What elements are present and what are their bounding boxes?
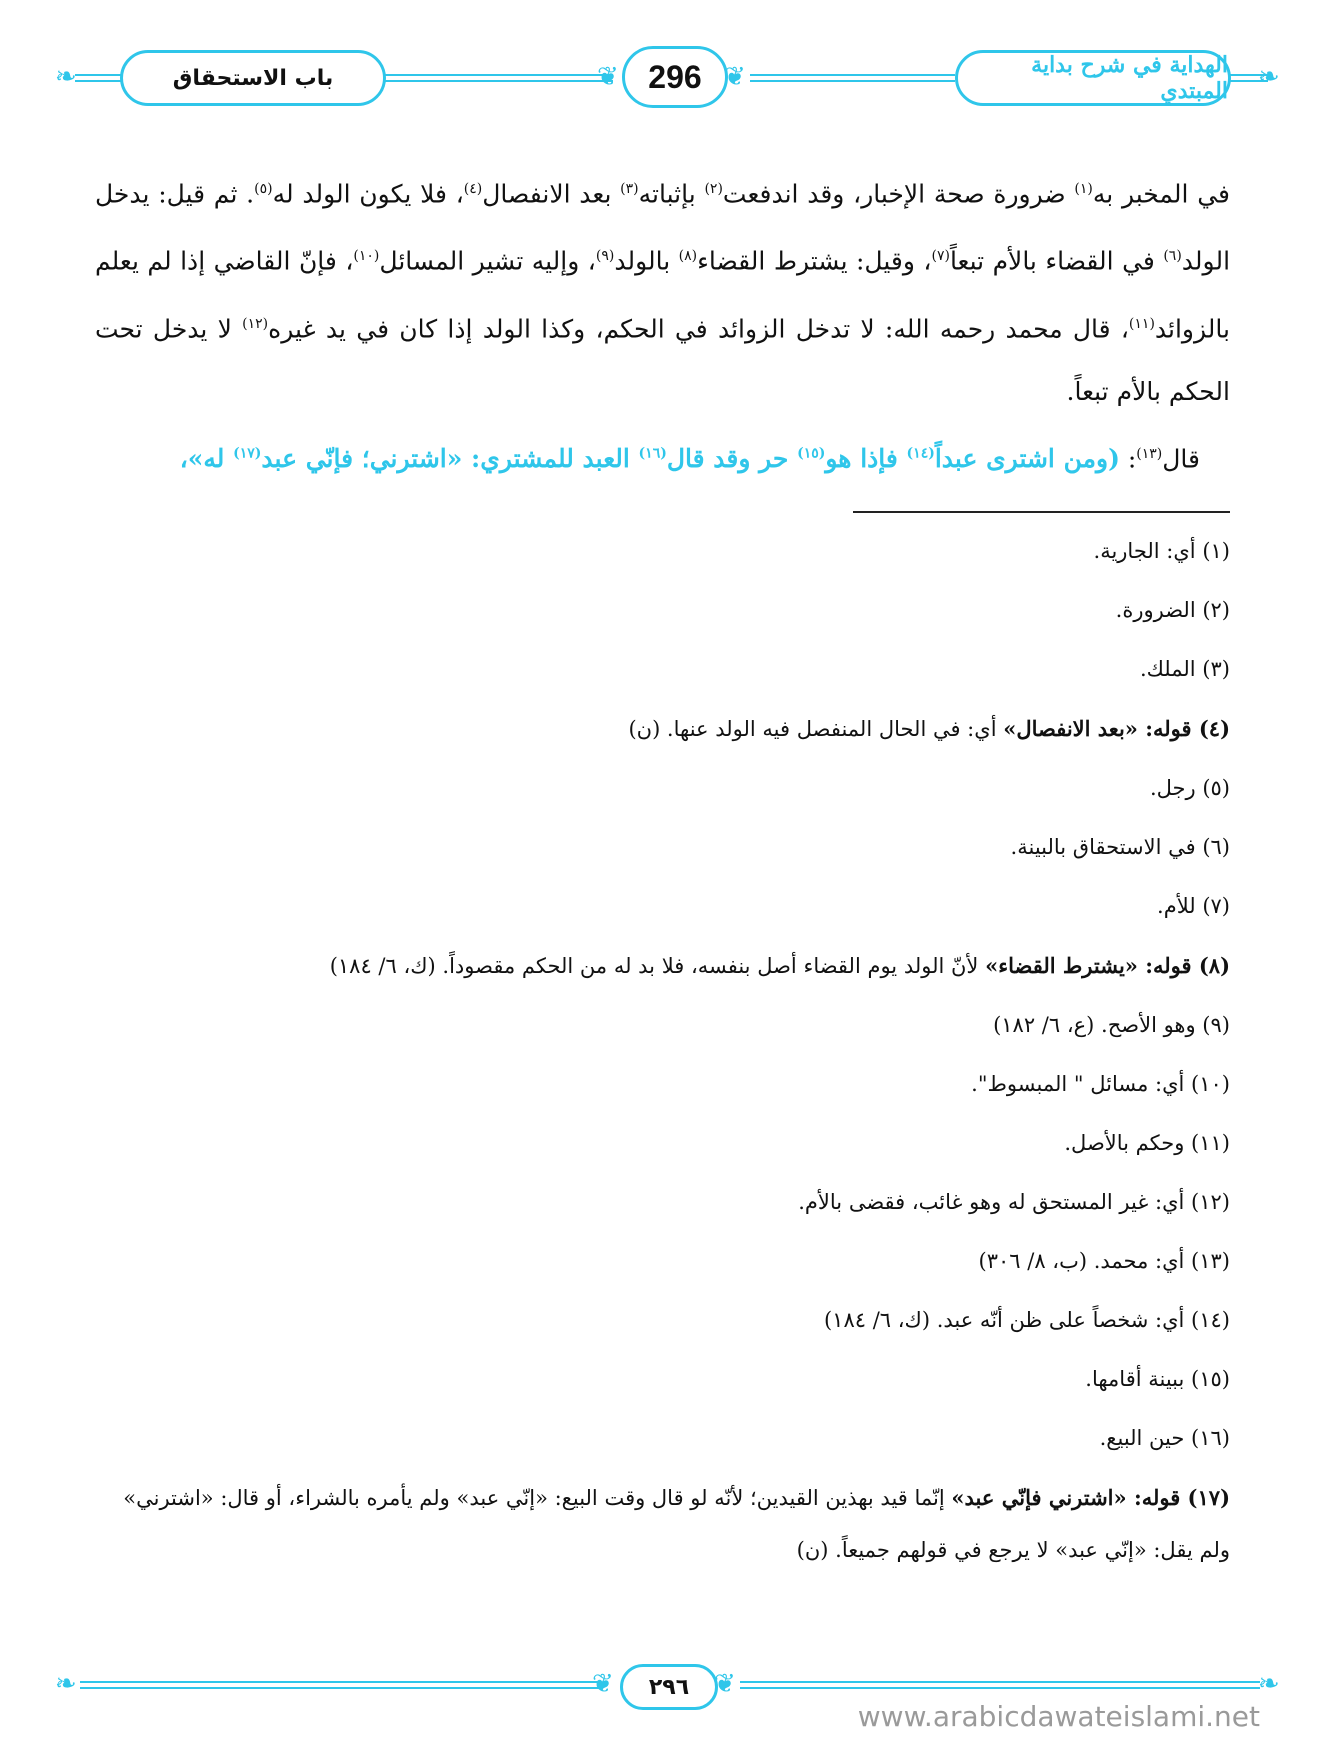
- text-run: ، وإليه تشير المسائل: [379, 246, 596, 276]
- page-number: 296: [648, 58, 702, 95]
- footnote-7: (٧) للأم.: [1157, 894, 1230, 918]
- matn-text: [180, 444, 1120, 473]
- footnote-ref: (١٥): [797, 445, 826, 462]
- footnote-13: (١٣) أي: محمد. (ب، ٨/ ٣٠٦): [978, 1249, 1230, 1273]
- quoted-term: «يشترط القضاء»: [985, 953, 1138, 978]
- footnote-ref: (٣): [620, 181, 639, 197]
- footnote-ref: (٥): [254, 181, 273, 197]
- text-run: العبد للمشتري: «اشترني؛ فإنّي عبد: [261, 444, 639, 474]
- book-title-box: [955, 50, 1231, 106]
- quoted-term: «بعد الانفصال»: [1003, 716, 1138, 741]
- text-run: أي: في الحال المنفصل فيه الولد عنها. (ن): [628, 717, 1004, 741]
- text-run: فإذا هو: [825, 444, 907, 474]
- matn-paragraph: [95, 423, 1230, 490]
- text-run: ، قال محمد رحمه الله: لا تدخل الزوائد في الحكم، وكذا الولد إذا كان في يد غيره: [268, 313, 1129, 343]
- text-run: بعد الانفصال: [482, 179, 621, 209]
- header-rule-mid-right: [750, 72, 955, 84]
- footnote-ref: (١٤): [906, 445, 935, 462]
- text-run: إنّما قيد بهذين القيدين؛ لأنّه لو قال وقت البيع: «إنّي عبد» ولم يأمره بالشراء، أو قال: «اشترني» ولم يقل: «إنّي عبد» لا يرجع في قولهم جميعاً. (ن): [123, 1486, 1230, 1562]
- chapter-title: باب الاستحقاق: [172, 65, 334, 91]
- chapter-title-box: [120, 50, 386, 106]
- text-run: . ثم قيل: يدخل الولد: [95, 179, 1231, 276]
- footnote-12: (١٢) أي: غير المستحق له وهو غائب، فقضى بالأم.: [798, 1190, 1230, 1214]
- footnote-15: (١٥) ببينة أقامها.: [1085, 1367, 1230, 1391]
- text-run: (٤) قوله:: [1137, 716, 1230, 741]
- ornament-icon: ❧: [1258, 1669, 1280, 1699]
- ornament-icon: ❧: [55, 62, 77, 92]
- footer-page-number: ٢٩٦: [648, 1674, 690, 1700]
- footnote-ref: (١٦): [638, 445, 667, 462]
- footnote-2: (٢) الضرورة.: [1115, 598, 1230, 622]
- footnote-9: (٩) وهو الأصح. (ع، ٦/ ١٨٢): [993, 1013, 1230, 1037]
- footnote-17: [95, 1472, 1230, 1576]
- quoted-term: «اشترني فإنّي عبد»: [951, 1485, 1127, 1510]
- footnote-ref: (١٣): [1136, 445, 1163, 462]
- footnote-ref: (٧): [931, 248, 950, 265]
- main-paragraph: [95, 158, 1230, 423]
- book-title: الهداية في شرح بداية المبتدي: [1031, 52, 1228, 104]
- footnotes: [95, 522, 1230, 1576]
- footnote-3: (٣) الملك.: [1139, 657, 1230, 681]
- footnote-ref: (١١): [1128, 315, 1155, 332]
- text-run: ، فإنّ القاضي إذا لم يعلم بالزوائد: [95, 246, 1230, 343]
- footnote-ref: (٢): [704, 181, 723, 197]
- text-run: ضرورة صحة الإخبار، وقد اندفعت: [722, 179, 1075, 209]
- footnote-separator: [853, 511, 1230, 513]
- footnote-14: (١٤) أي: شخصاً على ظن أنّه عبد. (ك، ٦/ ١٨٤): [823, 1308, 1230, 1332]
- footnote-ref: (١٠): [353, 248, 380, 265]
- ornament-icon: ❧: [1258, 62, 1280, 92]
- footer-page-number-box: [620, 1664, 718, 1710]
- text-run: في المخبر به: [1092, 179, 1230, 209]
- page-number-box: [622, 46, 728, 108]
- text-run: حر وقد قال: [666, 444, 798, 474]
- text-run: قال: [1162, 444, 1200, 474]
- text-run: (١٧) قوله:: [1126, 1485, 1230, 1510]
- footnote-1: (١) أي: الجارية.: [1093, 539, 1230, 563]
- text-run: بالولد: [614, 246, 679, 276]
- main-text: [95, 158, 1230, 490]
- footnote-16: (١٦) حين البيع.: [1099, 1426, 1230, 1450]
- ornament-icon: ❧: [55, 1669, 77, 1699]
- ornament-icon: ❦: [714, 1669, 736, 1699]
- footnote-ref: (٤): [463, 181, 483, 197]
- text-run: :: [1119, 444, 1137, 474]
- footnote-ref: (٨): [678, 248, 698, 265]
- footnote-ref: (١٢): [242, 315, 269, 332]
- footnote-4: [95, 699, 1230, 759]
- footnote-ref: (١٧): [233, 445, 262, 462]
- text-run: (٨) قوله:: [1137, 953, 1230, 978]
- footnote-6: (٦) في الاستحقاق بالبينة.: [1010, 835, 1230, 859]
- footnote-5: (٥) رجل.: [1149, 776, 1230, 800]
- footnote-8: [95, 936, 1230, 996]
- text-run: ، وقيل: يشترط القضاء: [697, 246, 932, 276]
- footer-rule-right: [740, 1679, 1260, 1691]
- ornament-icon: ❦: [724, 62, 746, 92]
- header-rule-mid-left: [383, 72, 613, 84]
- text-run: في القضاء بالأم تبعاً: [949, 246, 1164, 276]
- footnote-11: (١١) وحكم بالأصل.: [1064, 1131, 1230, 1155]
- footnote-ref: (١): [1074, 181, 1093, 197]
- footnote-ref: (٦): [1163, 248, 1182, 265]
- text-run: ، فلا يكون الولد له: [272, 179, 464, 209]
- footnote-10: (١٠) أي: مسائل " المبسوط".: [971, 1072, 1230, 1096]
- text-run: لأنّ الولد يوم القضاء أصل بنفسه، فلا بد له من الحكم مقصوداً. (ك، ٦/ ١٨٤): [329, 954, 986, 978]
- text-run: له»،: [179, 444, 234, 474]
- ornament-icon: ❦: [597, 62, 619, 92]
- footer-rule-left: [80, 1679, 600, 1691]
- footnote-ref: (٩): [595, 248, 615, 265]
- text-run: (ومن اشترى عبداً: [934, 444, 1120, 474]
- website-watermark: www.arabicdawateislami.net: [857, 1700, 1260, 1733]
- text-run: لا يدخل تحت الحكم بالأم تبعاً.: [95, 313, 1230, 406]
- ornament-icon: ❦: [592, 1669, 614, 1699]
- text-run: بإثباته: [638, 179, 705, 209]
